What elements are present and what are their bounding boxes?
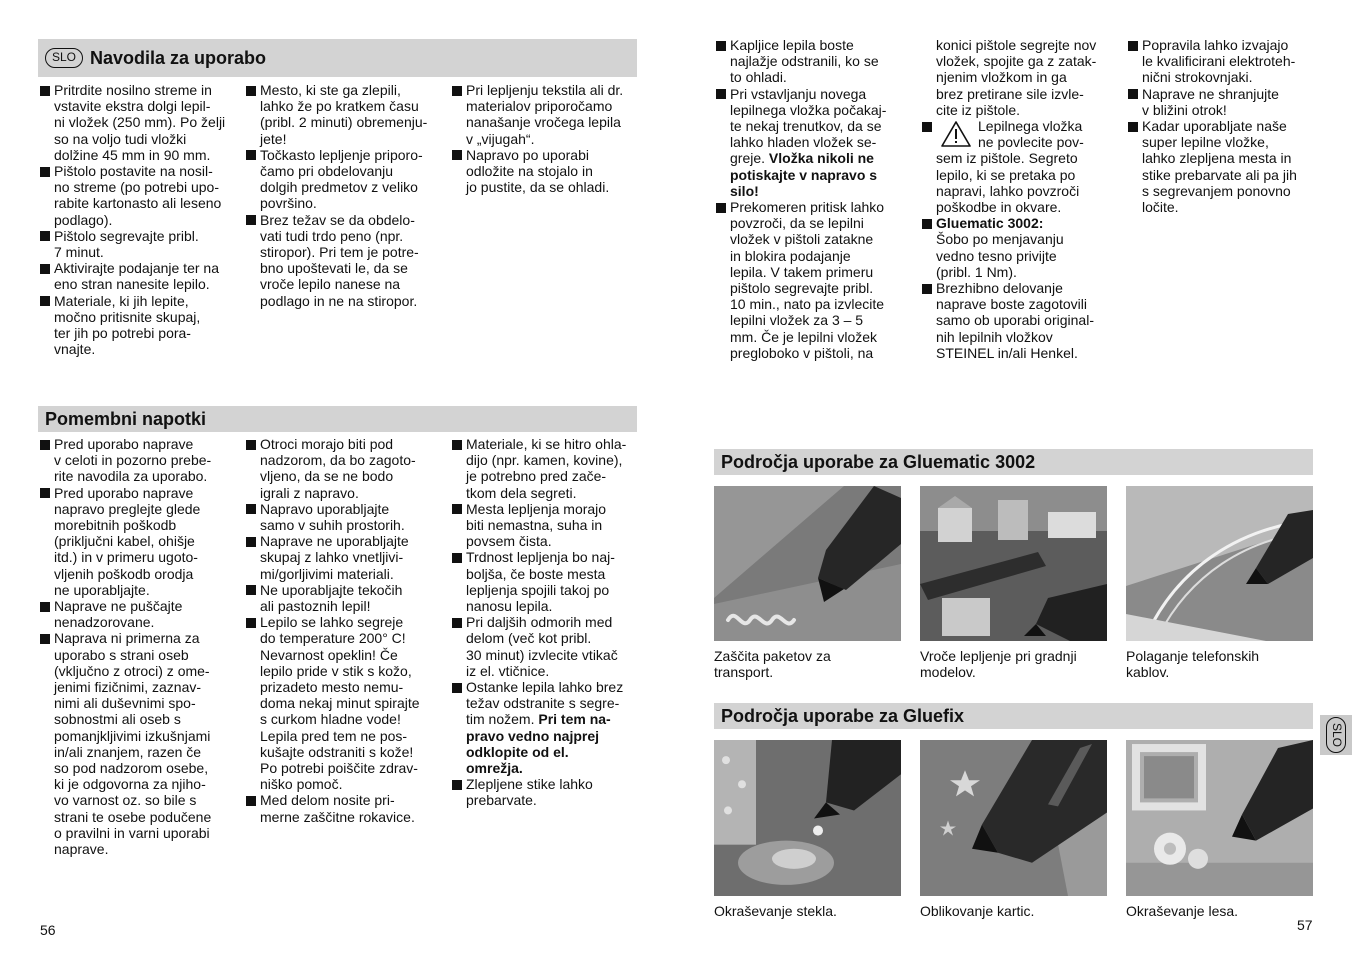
continued-paragraph bbox=[922, 37, 1122, 118]
instructions-column-3 bbox=[452, 82, 652, 195]
language-side-tab bbox=[1320, 715, 1352, 755]
decor-flower bbox=[1188, 849, 1208, 869]
item-text: Napravo po uporabi odložite na stojalo in jo pustite, da se ohladi. bbox=[466, 146, 610, 196]
bullet-list-item bbox=[246, 501, 446, 533]
item-text: Pred uporabo naprave v celoti in pozorno prebe- rite navodila za uporabo. bbox=[54, 436, 212, 485]
bullet-list-item bbox=[452, 147, 652, 196]
flower-center bbox=[1164, 843, 1176, 855]
continued-column-1 bbox=[716, 37, 916, 361]
bullet-list-item bbox=[40, 163, 240, 228]
bullet-list-item bbox=[246, 614, 446, 792]
bold-text: Pri tem na- pravo vedno najprej odklopite od el. omrežja. bbox=[466, 711, 611, 777]
frame-picture bbox=[1144, 756, 1194, 798]
bullet-list-item bbox=[246, 792, 446, 824]
bullet-list-item bbox=[40, 82, 240, 163]
bullet-list-item bbox=[452, 436, 652, 501]
bullet-list-item bbox=[246, 533, 446, 582]
instructions-column-2 bbox=[246, 82, 446, 309]
warning-exclamation-dot bbox=[955, 141, 957, 143]
item-text: Lepilnega vložka ne povlecite pov- sem iz pištole. Segreto lepilo, ki se pretaka po napravi, lahko povzroči poškodbe in okvare. bbox=[936, 118, 1084, 216]
bold-text: Gluematic 3002: bbox=[936, 215, 1044, 232]
item-text: Pištolo segrevajte pribl. 7 minut. bbox=[54, 227, 199, 261]
bullet-list-item bbox=[40, 485, 240, 598]
bullet-list-item bbox=[246, 582, 446, 614]
safety-column-1 bbox=[40, 436, 240, 857]
item-text: Kapljice lepila boste najlažje odstranili, ko se to ohladi. bbox=[730, 37, 879, 86]
page-number: 57 bbox=[1297, 917, 1313, 933]
safety-column-2 bbox=[246, 436, 446, 825]
item-text: Popravila lahko izvajajo le kvalificirani elektroteh- nični strokovnjaki. bbox=[1142, 37, 1296, 86]
item-text: Pri daljših odmorih med delom (več kot pribl. 30 minut) izvlecite vtikač iz el. vtičnice. bbox=[466, 614, 618, 679]
bullet-list-item bbox=[246, 436, 446, 501]
item-text: Materiale, ki jih lepite, močno pritisnite skupaj, ter jih po potrebi pora- vnajte. bbox=[54, 292, 201, 358]
item-text: Naprave ne puščajte nenadzorovane. bbox=[54, 598, 183, 631]
item-text: Ostanke lepila lahko brez težav odstranite s segre- tim nožem. bbox=[466, 679, 624, 728]
bullet-list-item bbox=[246, 147, 446, 212]
bullet-list-item bbox=[40, 436, 240, 485]
bullet-list-item bbox=[452, 82, 652, 147]
bullet-list-item bbox=[40, 293, 240, 358]
photo-glass-decorating bbox=[714, 740, 901, 896]
instructions-header bbox=[38, 39, 637, 77]
continued-column-2 bbox=[922, 37, 1122, 361]
warning-exclamation-bar bbox=[955, 129, 957, 139]
photo-caption: Oblikovanje kartic. bbox=[920, 903, 1035, 919]
section-title: Pomembni napotki bbox=[45, 409, 207, 429]
photo-caption: Okraševanje stekla. bbox=[714, 903, 837, 919]
wooden-board bbox=[1126, 863, 1313, 896]
bullet-list-item bbox=[452, 679, 652, 776]
photo-parcel-sealing bbox=[714, 486, 901, 641]
item-text: Lepilo se lahko segreje do temperature 200° C! Nevarnost opeklin! Če lepilo pride v stik s kožo, prizadeto mesto nemu- doma nekaj minut spirajte s curkom hladne vode! Lepila pred tem ne pos- kušajte odstraniti s kože! Po potrebi poiščite zdrav- niško pomoč. bbox=[260, 614, 420, 793]
gluematic-uses-header bbox=[714, 449, 1313, 475]
item-text: Kadar uporabljate naše super lepilne vložke, lahko zlepljena mesta in stike prebarvate ali pa jih s segrevanjem ponovno ločite. bbox=[1142, 118, 1297, 216]
item-text: Brez težav se da obdelo- vati tudi trdo peno (npr. stiropor). Pri tem je potre- bno upoštevati le, da se vroče lepilo nanese na podlago in ne na stiropor. bbox=[260, 211, 419, 309]
item-text: Pri lepljenju tekstila ali dr. materialov priporočamo nanašanje vročega lepila v „vijugah“. bbox=[466, 82, 624, 147]
jar-decoration-dot bbox=[722, 756, 730, 764]
bold-text: Vložka nikoli ne potiskajte v napravo s silo! bbox=[730, 150, 878, 199]
item-text: Pred uporabo naprave napravo preglejte glede morebitnih poškodb (priključni kabel, ohišje itd.) in v primeru ugoto- vljenih poškodb orodja ne uporabljajte. bbox=[54, 484, 201, 598]
item-text: Trdnost lepljenja bo naj- boljša, če boste mesta lepljenja spojili takoj po nanosu lepila. bbox=[466, 549, 615, 615]
photo-model-building bbox=[920, 486, 1107, 641]
safety-header bbox=[38, 406, 637, 432]
item-text: Pri vstavljanju novega lepilnega vložka počakaj- te nekaj trenutkov, da se lahko hladen vložek se- greje. bbox=[730, 85, 887, 167]
jar-decoration-dot bbox=[724, 806, 732, 814]
bullet-list-item bbox=[1128, 118, 1328, 215]
item-text: Aktivirajte podajanje ter na eno stran nanesite lepilo. bbox=[54, 260, 219, 293]
item-text: Točkasto lepljenje priporo- čamo pri obdelovanju dolgih predmetov z veliko površino. bbox=[260, 146, 423, 212]
bullet-list-item bbox=[40, 598, 240, 630]
photo-cable-laying bbox=[1126, 486, 1313, 641]
photo-caption: Vroče lepljenje pri gradnji modelov. bbox=[920, 648, 1077, 681]
model-hall bbox=[1048, 512, 1096, 538]
bullet-list-item bbox=[1128, 86, 1328, 118]
section-title: Področja uporabe za Gluematic 3002 bbox=[721, 452, 1036, 472]
glass-jar bbox=[714, 740, 756, 845]
bullet-list-item bbox=[716, 86, 916, 199]
page-number: 56 bbox=[40, 922, 56, 938]
bullet-list-item bbox=[716, 199, 916, 361]
item-text: Zlepljene stike lahko prebarvate. bbox=[466, 776, 593, 809]
item-text: Mesta lepljenja morajo biti nemastna, suha in povsem čista. bbox=[466, 500, 607, 550]
plate-highlight bbox=[772, 849, 816, 869]
item-text: Materiale, ki se hitro ohla- dijo (npr. kamen, kovine), je potrebno pred zače- tkom dela segreti. bbox=[466, 436, 627, 501]
photo-card-crafting bbox=[920, 740, 1107, 896]
item-text: Med delom nosite pri- merne zaščitne rokavice. bbox=[260, 792, 415, 825]
model-building bbox=[998, 500, 1028, 540]
bullet-list-item bbox=[40, 630, 240, 857]
section-title: Navodila za uporabo bbox=[90, 48, 267, 68]
bullet-list-item bbox=[452, 614, 652, 679]
bullet-list-item bbox=[452, 776, 652, 808]
bullet-list-item bbox=[246, 82, 446, 147]
item-text: Napravo uporabljajte samo v suhih prostorih. bbox=[260, 500, 405, 534]
photo-caption: Okraševanje lesa. bbox=[1126, 903, 1239, 919]
photo-caption: Polaganje telefonskih kablov. bbox=[1126, 648, 1260, 681]
gluefix-uses-header bbox=[714, 703, 1313, 729]
bullet-list-item bbox=[452, 501, 652, 550]
bullet-list-item bbox=[1128, 37, 1328, 86]
item-text: Pištolo postavite na nosil- no streme (po potrebi upo- rabite kartonasto ali leseno podlago). bbox=[54, 163, 222, 228]
bullet-list-item bbox=[246, 212, 446, 309]
bullet-list-item bbox=[40, 228, 240, 260]
safety-column-3 bbox=[452, 436, 652, 809]
item-text: Mesto, ki ste ga zlepili, lahko že po kratkem času (pribl. 2 minuti) obremenju- jete! bbox=[260, 82, 428, 147]
item-text: Prekomeren pritisk lahko povzroči, da se lepilni vložek v pištoli zatakne in blokira podajanje lepila. V takem primeru pištolo segrevajte pribl. 10 min., nato pa izvlecite lepilni vložek za 3 – 5 mm. Če je lepilni vložek pregloboko v pištoli, na bbox=[730, 199, 885, 361]
item-text: Naprave ne uporabljajte skupaj z lahko vnetljivi- mi/gorljivimi materiali. bbox=[260, 533, 409, 582]
glue-drop bbox=[813, 826, 823, 836]
jar-decoration-dot bbox=[738, 780, 746, 788]
item-text: Naprave ne shranjujte v bližini otrok! bbox=[1142, 85, 1279, 118]
bullet-list-item bbox=[922, 215, 1122, 280]
item-text: konici pištole segrejte nov vložek, spojite ga z zatak- njenim vložkom in ga brez pretirane sile izvle- cite iz pištole. bbox=[936, 37, 1097, 118]
language-badge: SLO bbox=[45, 48, 83, 68]
item-text: Šobo po menjavanju vedno tesno privijte (pribl. 1 Nm). bbox=[936, 231, 1064, 280]
item-text: Otroci morajo biti pod nadzorom, da bo zagoto- vljeno, da se ne bodo igrali z napravo. bbox=[260, 436, 416, 501]
bullet-list-item bbox=[716, 37, 916, 86]
photo-caption: Zaščita paketov za transport. bbox=[714, 648, 831, 681]
continued-column-3 bbox=[1128, 37, 1328, 215]
model-house bbox=[938, 508, 972, 542]
item-text: Naprava ni primerna za uporabo s strani oseb (vključno z otroci) z ome- jenimi fizičnimi, zaznav- nimi ali duševnimi spo- sobnostmi ali oseb s pomanjkljivimi izkušnjami in/ali znanjem, razen če so pod nadzorom osebe, ki je odgovorna za njiho- vo varnost oz. so bile s strani te osebe podučene o pravilni in varni uporabi naprave. bbox=[54, 630, 212, 858]
warning-triangle-graphic bbox=[940, 120, 972, 148]
language-badge: SLO bbox=[1326, 717, 1346, 753]
photo-wood-decorating bbox=[1126, 740, 1313, 896]
item-text: Ne uporabljajte tekočih ali pastoznih lepil! bbox=[260, 581, 403, 615]
bullet-list-item bbox=[40, 260, 240, 292]
instructions-column-1 bbox=[40, 82, 240, 357]
warning-list-item bbox=[922, 118, 1122, 215]
bullet-list-item bbox=[922, 280, 1122, 361]
item-text: Pritrdite nosilno streme in vstavite ekstra dolgi lepil- ni vložek (250 mm). Po želji so na voljo tudi vložki dolžine 45 mm in 90 mm. bbox=[54, 82, 226, 163]
model-station bbox=[942, 598, 990, 636]
warning-triangle-icon bbox=[936, 118, 978, 150]
section-title: Področja uporabe za Gluefix bbox=[721, 706, 965, 726]
item-text: Brezhibno delovanje naprave boste zagotovili samo ob uporabi original- nih lepilnih vložkov STEINEL in/ali Henkel. bbox=[936, 280, 1094, 361]
bullet-list-item bbox=[452, 549, 652, 614]
